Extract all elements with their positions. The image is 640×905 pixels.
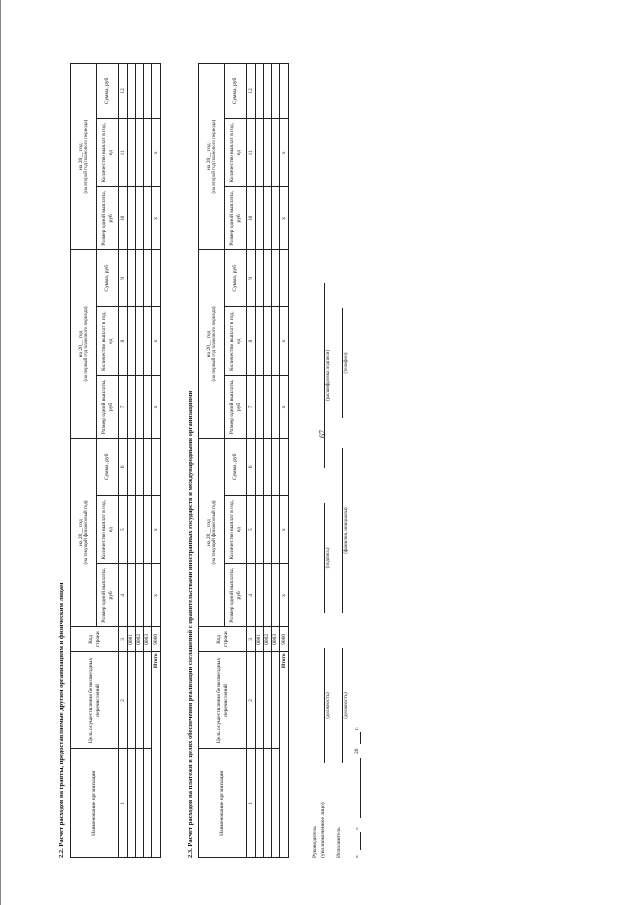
column-number: 1 xyxy=(247,749,256,858)
column-number: 8 xyxy=(119,307,128,376)
table-row xyxy=(144,64,152,858)
row-code: 0003 xyxy=(144,627,152,652)
head-label: Руководитель xyxy=(312,826,318,858)
header-payment-size: Размер одной выплаты, руб xyxy=(97,375,119,438)
header-sum: Сумма, руб xyxy=(97,64,119,119)
first-plan-year-sub: (на первый год планового периода) xyxy=(211,306,217,382)
header-sum: Сумма, руб xyxy=(97,438,119,495)
x-mark: x xyxy=(280,307,289,376)
column-number: 11 xyxy=(247,118,256,187)
date-open-quote: « xyxy=(354,855,360,858)
x-mark: x xyxy=(152,187,161,250)
header-payment-count: Количество выплат в год, ед xyxy=(225,495,247,564)
executor-fio-caption: (фамилия, инициалы) xyxy=(344,507,349,554)
column-number: 6 xyxy=(247,438,256,495)
header-current-year xyxy=(71,438,97,627)
column-number: 10 xyxy=(247,187,256,250)
executor-phone-caption: (телефон) xyxy=(344,352,349,374)
date-year: 20 xyxy=(354,748,360,754)
row-code: 0002 xyxy=(136,627,144,652)
column-number: 11 xyxy=(119,118,128,187)
row-code: 0001 xyxy=(256,627,264,652)
header-sum: Сумма, руб xyxy=(225,250,247,307)
header-payment-count: Количество выплат в год, ед xyxy=(97,495,119,564)
column-number: 2 xyxy=(119,652,128,749)
second-plan-year-label: на 20__ год xyxy=(205,143,212,170)
header-current-year xyxy=(199,438,225,627)
date-month-line xyxy=(360,758,361,818)
section-2-2-title: 2.2. Расчет расходов на гранты, предоставляемые другим организациям и физическим лицам xyxy=(58,582,65,858)
x-mark: x xyxy=(280,187,289,250)
header-sum: Сумма, руб xyxy=(225,438,247,495)
total-row xyxy=(152,64,161,858)
row-code: 0002 xyxy=(264,627,272,652)
executor-fio-line xyxy=(342,448,343,613)
date-close-quote: » xyxy=(354,827,360,830)
header-payment-size: Размер одной выплаты, руб xyxy=(97,564,119,627)
column-number: 9 xyxy=(247,250,256,307)
head-signature-caption: (подпись) xyxy=(326,547,331,569)
table-row xyxy=(136,64,144,858)
header-payment-count: Количество выплат в год, ед xyxy=(97,118,119,187)
total-label: Итого xyxy=(280,652,289,858)
total-code: 9000 xyxy=(280,627,289,652)
current-year-sub: (на текущий финансовый год) xyxy=(211,500,217,565)
x-mark: x xyxy=(152,118,161,187)
column-number: 8 xyxy=(247,307,256,376)
header-purpose: Цель осуществления безвозмездных перечислений xyxy=(199,652,247,749)
total-code: 9000 xyxy=(152,627,161,652)
x-mark: x xyxy=(280,118,289,187)
second-plan-year-sub: (на второй год планового периода) xyxy=(83,119,89,194)
header-first-plan-year xyxy=(71,250,97,438)
column-number: 5 xyxy=(119,495,128,564)
current-year-label: на 20__ год xyxy=(205,519,212,546)
head-position-line xyxy=(324,648,325,763)
header-org-name: Наименование организации xyxy=(199,749,247,858)
head-label-2: (уполномоченное лицо) xyxy=(320,802,326,858)
x-mark: x xyxy=(152,307,161,376)
x-mark: x xyxy=(152,564,161,627)
executor-phone-line xyxy=(342,308,343,418)
x-mark: x xyxy=(280,375,289,438)
column-number: 7 xyxy=(119,375,128,438)
rotated-page-content xyxy=(50,38,370,858)
column-number: 6 xyxy=(119,438,128,495)
header-payment-count: Количество выплат в год, ед xyxy=(225,118,247,187)
table-row xyxy=(272,64,280,858)
header-second-plan-year xyxy=(199,64,225,250)
header-payment-size: Размер одной выплаты, руб xyxy=(97,187,119,250)
header-org-name: Наименование организации xyxy=(71,749,119,858)
second-plan-year-label: на 20__ год xyxy=(77,143,84,170)
total-label: Итого xyxy=(152,652,161,858)
x-mark: x xyxy=(280,564,289,627)
executor-position-line xyxy=(342,648,343,763)
row-code: 0001 xyxy=(128,627,136,652)
header-purpose: Цель осуществления безвозмездных перечислений xyxy=(71,652,119,749)
current-year-sub: (на текущий финансовый год) xyxy=(83,500,89,565)
column-number: 4 xyxy=(119,564,128,627)
section-2-3-title: 2.3. Расчет расходов на платежи в целях обеспечения реализации соглашений с правительствами иностранных государств и международными организациями xyxy=(187,390,194,858)
header-second-plan-year xyxy=(71,64,97,250)
international-payments-table xyxy=(198,63,289,858)
column-number: 3 xyxy=(119,627,128,652)
head-decoding-caption: (расшифровка подписи) xyxy=(326,349,331,402)
total-row xyxy=(280,64,289,858)
second-plan-year-sub: (на второй год планового периода) xyxy=(211,119,217,194)
x-mark: x xyxy=(152,375,161,438)
header-code: Код строки xyxy=(71,627,119,652)
column-number: 5 xyxy=(247,495,256,564)
head-decoding-line xyxy=(324,283,325,468)
table-row xyxy=(264,64,272,858)
x-mark: x xyxy=(280,495,289,564)
header-code: Код строки xyxy=(199,627,247,652)
header-sum: Сумма, руб xyxy=(225,64,247,119)
column-number: 7 xyxy=(247,375,256,438)
row-code: 0003 xyxy=(272,627,280,652)
page-number: 67 xyxy=(318,430,327,438)
header-payment-count: Количество выплат в год, ед xyxy=(97,307,119,376)
first-plan-year-sub: (на первый год планового периода) xyxy=(83,306,89,382)
column-number: 2 xyxy=(247,652,256,749)
grants-table xyxy=(70,63,161,858)
date-year-line xyxy=(360,732,361,744)
header-payment-size: Размер одной выплаты, руб xyxy=(225,375,247,438)
column-number: 10 xyxy=(119,187,128,250)
header-first-plan-year xyxy=(199,250,225,438)
column-number: 1 xyxy=(119,749,128,858)
header-payment-count: Количество выплат в год, ед xyxy=(225,307,247,376)
column-number: 4 xyxy=(247,564,256,627)
column-number: 12 xyxy=(119,64,128,119)
head-position-caption: (должность) xyxy=(326,692,331,719)
date-suffix: г. xyxy=(354,726,360,730)
scan-edge-line xyxy=(0,0,1,905)
current-year-label: на 20__ год xyxy=(77,519,84,546)
x-mark: x xyxy=(152,495,161,564)
date-day-line xyxy=(360,832,361,850)
table-row xyxy=(128,64,136,858)
column-number: 12 xyxy=(247,64,256,119)
header-payment-size: Размер одной выплаты, руб xyxy=(225,187,247,250)
table-row xyxy=(256,64,264,858)
header-sum: Сумма, руб xyxy=(97,250,119,307)
column-number: 9 xyxy=(119,250,128,307)
first-plan-year-label: на 20__ год xyxy=(77,330,84,358)
executor-label: Исполнитель xyxy=(336,827,342,858)
head-signature-line xyxy=(324,503,325,613)
column-number: 3 xyxy=(247,627,256,652)
header-payment-size: Размер одной выплаты, руб xyxy=(225,564,247,627)
first-plan-year-label: на 20__ год xyxy=(205,330,212,358)
executor-position-caption: (должность) xyxy=(344,692,349,719)
